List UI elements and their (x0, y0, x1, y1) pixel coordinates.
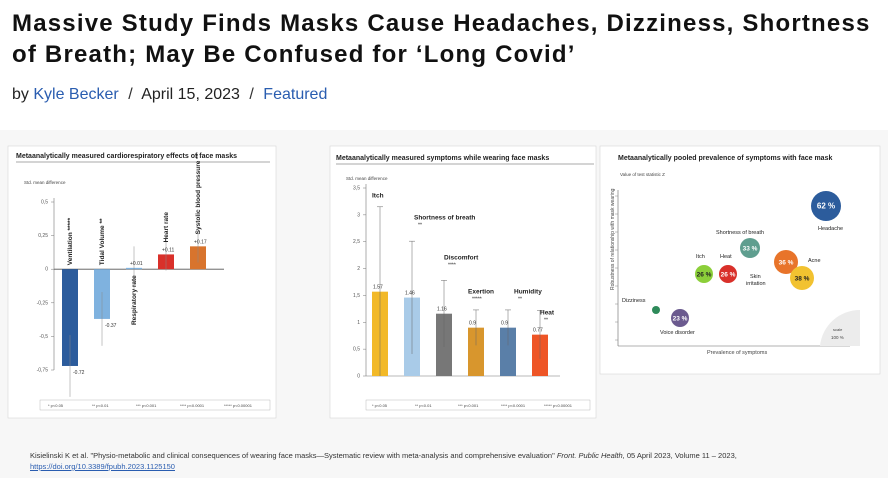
y-axis-label: Robustness of relationship with mask wearing (610, 188, 616, 290)
legend-item: ** p<0.01 (92, 403, 109, 408)
y-tick-label: 0,25 (38, 233, 48, 240)
significance-stars: ** (518, 296, 522, 303)
bubble (652, 306, 660, 314)
bubble-label: Dizziness (622, 298, 646, 304)
bubble-value: 26 % (696, 271, 712, 279)
y-tick-label: 3 (357, 212, 360, 219)
article-figure (0, 130, 888, 478)
x-tick-label: Shortness of breath (414, 214, 476, 222)
y-axis-label: Std. mean difference (346, 176, 388, 181)
legend-item: * p<0.05 (48, 403, 64, 408)
legend-item: ***** p<0.00001 (224, 403, 252, 408)
x-tick-label: Ventilation ***** (67, 217, 74, 266)
x-axis-label: Prevalence of symptoms (707, 350, 768, 356)
size-legend-label: scale (833, 327, 843, 332)
chart-prevalence (600, 146, 880, 374)
x-tick-label: Discomfort (444, 254, 479, 262)
y-tick-label: 1,5 (353, 292, 360, 299)
data-label: +0.11 (162, 247, 175, 254)
data-label: 0.77 (533, 327, 543, 334)
data-label: 1.57 (373, 284, 383, 291)
citation-text: Kisielinski K et al. "Physio-metabolic and clinical consequences of wearing face masks—Systematic review with meta-analysis and comprehensive evaluation" (30, 451, 555, 460)
chart-symptoms (330, 146, 596, 418)
bubble-value: 23 % (672, 315, 688, 323)
x-tick-label: Respiratory rate (131, 275, 138, 326)
figure-charts (0, 130, 888, 478)
author-link[interactable]: Kyle Becker (33, 86, 119, 103)
byline-separator: / (128, 86, 133, 103)
data-label: +0.01 (130, 260, 143, 267)
x-tick-label: Humidity (514, 288, 542, 296)
publish-date: April 15, 2023 (141, 86, 240, 103)
size-legend-value: 100 % (831, 335, 844, 340)
data-label: 0.9 (501, 320, 508, 327)
bubble-label: Shortness of breath (716, 230, 765, 236)
y-tick-label: -0,25 (36, 300, 48, 307)
bubble-label: Headache (818, 226, 844, 232)
y-tick-label: -0,75 (36, 367, 48, 374)
x-tick-label: Heart rate (163, 212, 170, 243)
y-tick-label: 0,5 (353, 346, 360, 353)
bubble-value: 38 % (794, 275, 810, 283)
bubble-label: Skin (750, 274, 761, 280)
chart-panel (330, 146, 596, 418)
y-axis-label: Std. mean difference (24, 180, 66, 185)
chart-panel (8, 146, 276, 418)
chart-title: Metaanalytically pooled prevalence of symptoms with face mask (618, 155, 833, 162)
bubble-value: 26 % (720, 271, 736, 279)
byline (12, 86, 327, 104)
significance-stars: ** (418, 222, 422, 229)
bubble-label: Voice disorder (660, 330, 695, 336)
data-label: 1.46 (405, 290, 415, 297)
chart-cardiorespiratory (8, 146, 276, 418)
bubble-value: 5 % (638, 307, 650, 315)
bubble-label: irritation (746, 281, 766, 287)
legend-item: * p<0.05 (372, 403, 388, 408)
significance-stars: **** (448, 262, 456, 269)
citation-journal: Front. Public Health, (556, 451, 625, 460)
bubble-label: Heat (720, 254, 732, 260)
x-tick-label: Tidal Volume ** (99, 218, 106, 266)
bubble-value: 36 % (778, 259, 794, 267)
y-tick-label: 0 (357, 373, 360, 380)
x-tick-label: Systolic blood pressure ** (195, 153, 202, 235)
bubble-label: Itch (696, 254, 705, 260)
bubble-label: Acne (808, 258, 821, 264)
citation (30, 450, 830, 472)
data-label: -0.37 (105, 322, 117, 329)
byline-prefix: by (12, 86, 29, 103)
y-tick-label: -0,5 (39, 333, 48, 340)
y-tick-label: 1 (357, 319, 360, 326)
citation-doi-link[interactable]: https://doi.org/10.3389/fpubh.2023.1125150 (30, 462, 175, 471)
x-tick-label: Itch (372, 192, 384, 200)
data-label: +0.17 (194, 239, 207, 246)
y-tick-label: 3,5 (353, 185, 360, 192)
legend-item: ** p<0.01 (415, 403, 432, 408)
chart-title: Metaanalytically measured symptoms while wearing face masks (336, 155, 550, 162)
bubble-value: 33 % (742, 245, 758, 253)
data-label: -0.72 (73, 369, 85, 376)
article-title: Massive Study Finds Masks Cause Headaches, Dizziness, Shortness of Breath; May Be Confused for ‘Long Covid’ (12, 10, 871, 68)
data-label: 1.16 (437, 306, 447, 313)
category-link[interactable]: Featured (263, 86, 328, 103)
significance-stars: ** (544, 317, 548, 324)
significance-stars: ***** (472, 296, 482, 303)
y-axis-label-top: Value of test statistic Z (620, 172, 665, 177)
citation-details: 05 April 2023, Volume 11 – 2023, (626, 451, 737, 460)
legend-item: **** p<0.0001 (180, 403, 205, 408)
y-tick-label: 2 (357, 266, 360, 273)
legend-item: *** p<0.001 (136, 403, 157, 408)
chart-title: Metaanalytically measured cardiorespiratory effects of face masks (16, 153, 237, 160)
y-tick-label: 0 (45, 266, 48, 273)
bubble-value: 62 % (816, 201, 836, 211)
y-tick-label: 0,5 (41, 199, 48, 206)
legend-item: **** p<0.0001 (501, 403, 526, 408)
data-label: 0.9 (469, 320, 476, 327)
y-tick-label: 2,5 (353, 239, 360, 246)
byline-separator: / (249, 86, 254, 103)
legend-item: *** p<0.001 (458, 403, 479, 408)
legend-item: ***** p<0.00001 (544, 403, 572, 408)
x-tick-label: Heat (540, 309, 555, 317)
x-tick-label: Exertion (468, 288, 495, 296)
